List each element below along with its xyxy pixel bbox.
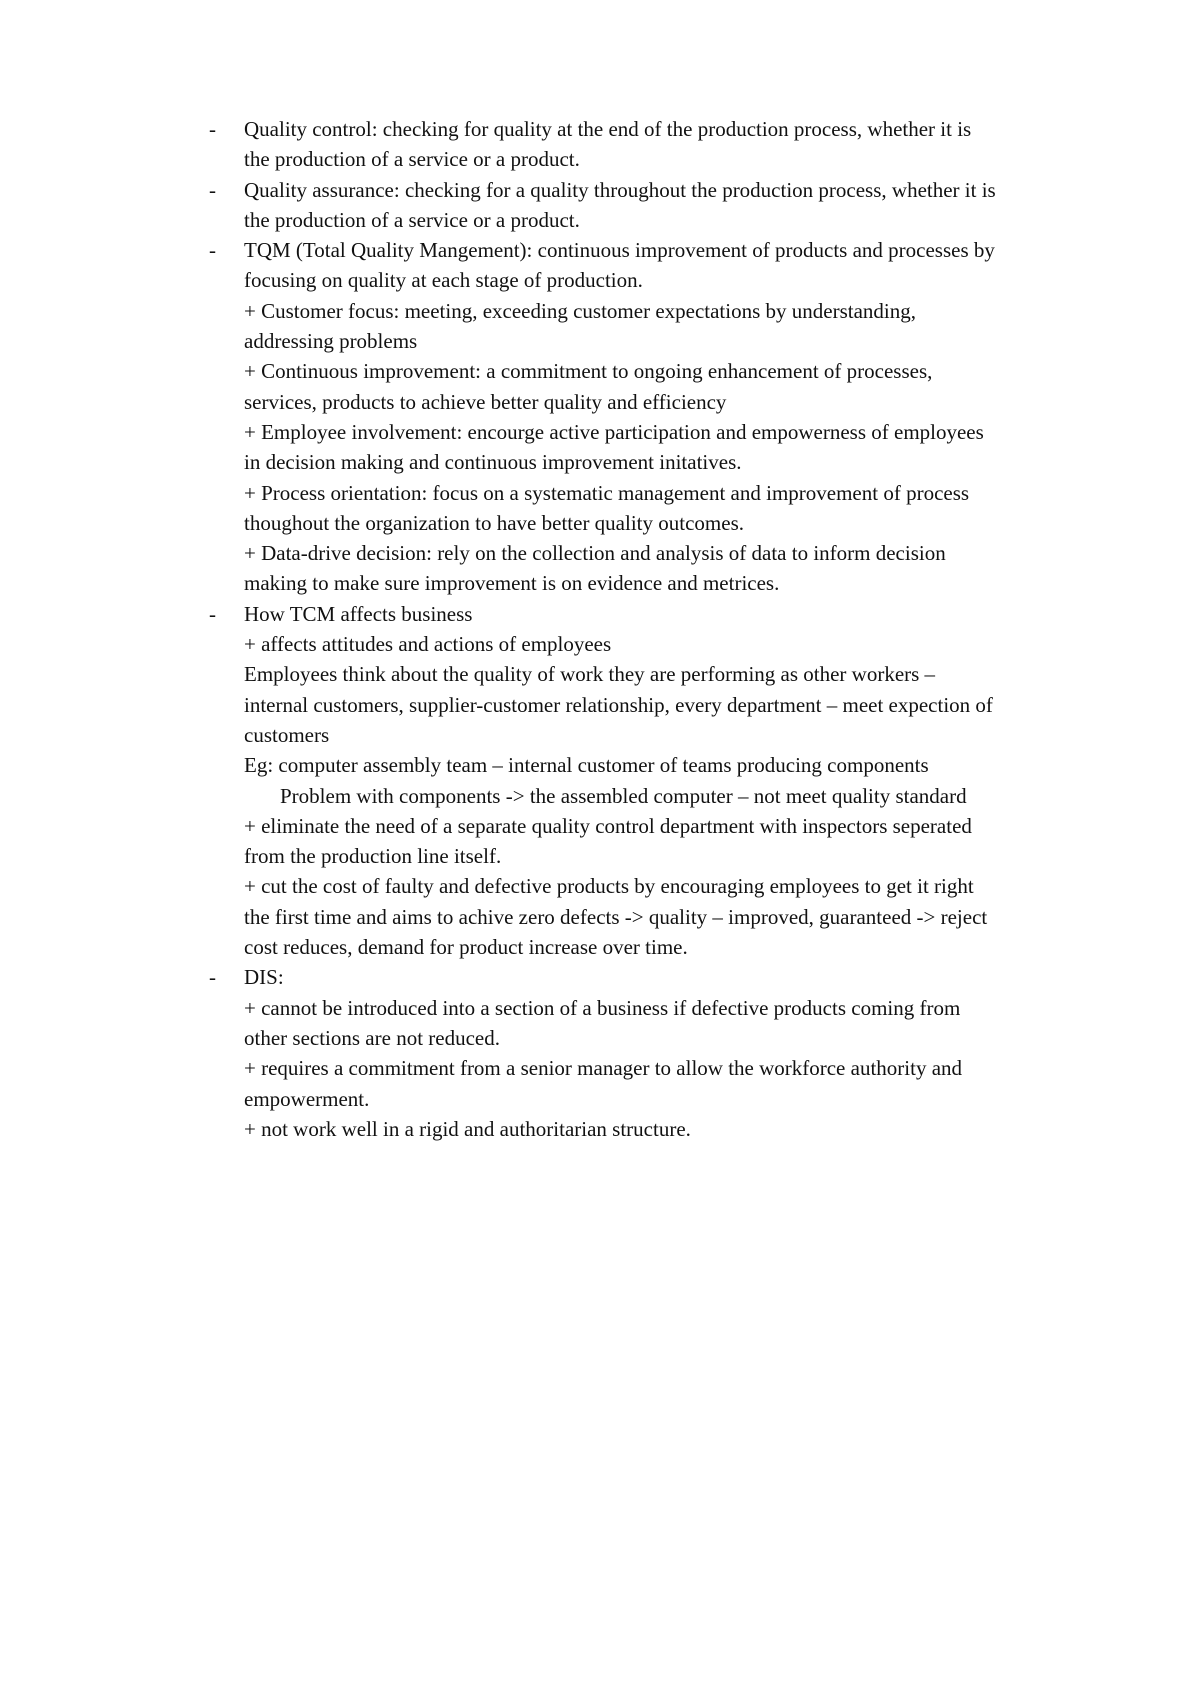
text-line: the production of a service or a product. (244, 207, 580, 232)
text-line: + not work well in a rigid and authoritarian structure. (244, 1116, 691, 1141)
text-line: + Customer focus: meeting, exceeding customer expectations by understanding, (244, 298, 916, 323)
text-line: thoughout the organization to have better quality outcomes. (244, 510, 744, 535)
text-line: + affects attitudes and actions of employees (244, 632, 612, 657)
text-line: TQM (Total Quality Mangement): continuous improvement of products and processes by (244, 238, 995, 263)
list-item-quality-assurance (209, 175, 1129, 236)
text-line: + Continuous improvement: a commitment to ongoing enhancement of processes, (244, 359, 933, 384)
text-line: customers (244, 722, 330, 747)
list-item-quality-control (209, 114, 1129, 175)
text-line: + Employee involvement: encourge active participation and empowerness of employees (244, 419, 984, 444)
list-item-tqm (209, 235, 1129, 599)
bullet-marker: - (209, 238, 216, 263)
text-line: Quality assurance: checking for a quality throughout the production process, whether it is (244, 177, 996, 202)
text-line: other sections are not reduced. (244, 1025, 500, 1050)
text-line: + Process orientation: focus on a systematic management and improvement of process (244, 480, 970, 505)
bullet-marker: - (209, 601, 216, 626)
bullet-marker: - (209, 965, 216, 990)
text-line: the first time and aims to achive zero defects -> quality – improved, guaranteed -> reject (244, 904, 988, 929)
list-item-dis (209, 962, 1129, 1144)
bullet-marker: - (209, 117, 216, 141)
text-line: DIS: (244, 965, 284, 990)
document-body (209, 114, 1129, 1144)
text-line: Quality control: checking for quality at the end of the production process, whether it is (244, 117, 972, 141)
text-line: Employees think about the quality of work they are performing as other workers – (244, 662, 936, 687)
list-item-tcm-business (209, 599, 1129, 963)
text-line: + cut the cost of faulty and defective products by encouraging employees to get it right (244, 874, 974, 899)
text-line: services, products to achieve better quality and efficiency (244, 389, 727, 414)
text-line: cost reduces, demand for product increase over time. (244, 935, 688, 960)
text-line: the production of a service or a product. (244, 147, 580, 172)
text-line: + Data-drive decision: rely on the collection and analysis of data to inform decision (244, 541, 946, 566)
text-line: + cannot be introduced into a section of a business if defective products coming from (244, 995, 961, 1020)
text-line: from the production line itself. (244, 844, 502, 869)
text-line: Eg: computer assembly team – internal customer of teams producing components (244, 753, 929, 778)
bullet-marker: - (209, 177, 216, 202)
text-line: addressing problems (244, 329, 418, 354)
text-line: How TCM affects business (244, 601, 473, 626)
text-line: making to make sure improvement is on evidence and metrices. (244, 571, 780, 596)
text-line: + requires a commitment from a senior manager to allow the workforce authority and (244, 1056, 963, 1081)
text-line: focusing on quality at each stage of production. (244, 268, 643, 293)
text-line: internal customers, supplier-customer relationship, every department – meet expection of (244, 692, 993, 717)
text-line: + eliminate the need of a separate quality control department with inspectors seperated (244, 813, 972, 838)
text-line-indented: Problem with components -> the assembled computer – not meet quality standard (280, 783, 967, 808)
text-line: in decision making and continuous improvement initatives. (244, 450, 742, 475)
text-line: empowerment. (244, 1086, 370, 1111)
